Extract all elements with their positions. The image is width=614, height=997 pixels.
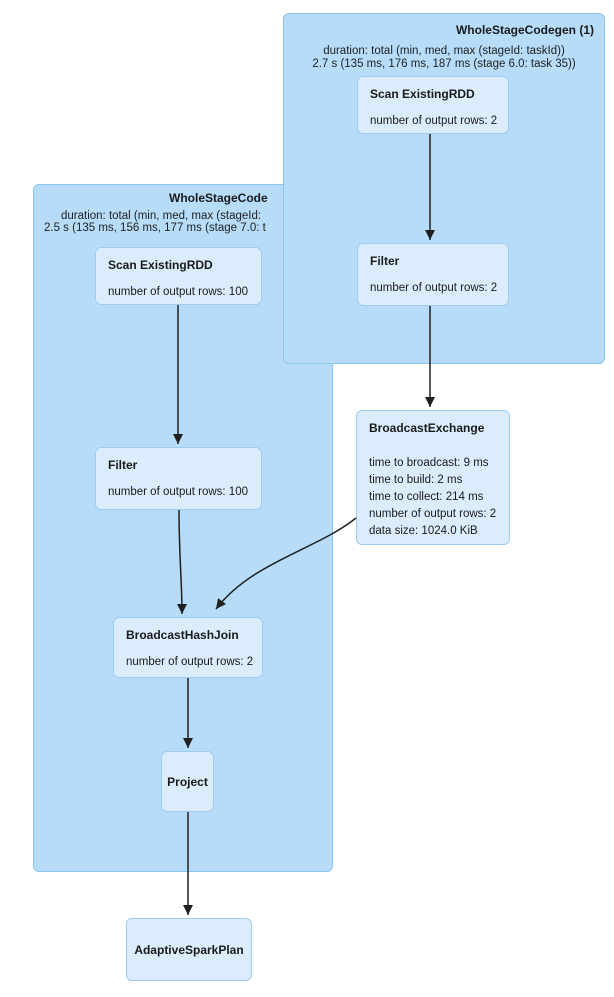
plan-node-filter-1[interactable]: [357, 243, 509, 306]
plan-node-scan-existingrdd-2[interactable]: [95, 247, 262, 305]
plan-node-metric: time to build: 2 ms: [369, 474, 463, 486]
plan-node-metric: number of output rows: 100: [108, 286, 248, 298]
plan-node-metric: number of output rows: 2: [369, 508, 497, 520]
plan-node-title: Filter: [108, 458, 138, 472]
plan-node-metric: number of output rows: 100: [108, 486, 248, 498]
plan-node-filter-2[interactable]: [95, 447, 262, 510]
plan-node-project[interactable]: [161, 751, 214, 812]
plan-node-metric: data size: 1024.0 KiB: [369, 525, 478, 537]
cluster-wholestagecodegen-1-duration-label: duration: total (min, med, max (stageId: taskId)): [323, 45, 565, 57]
plan-node-scan-existingrdd-1[interactable]: [357, 76, 509, 134]
plan-node-title: Scan ExistingRDD: [370, 87, 475, 101]
plan-node-title: Project: [167, 774, 208, 789]
cluster-wholestagecodegen-1-duration: [284, 45, 604, 71]
plan-node-title: Filter: [370, 254, 400, 268]
plan-node-metric: time to collect: 214 ms: [369, 491, 484, 503]
cluster-wholestagecodegen-2-title: WholeStageCode: [169, 191, 268, 205]
cluster-wholestagecodegen-1-title: WholeStageCodegen (1): [455, 23, 594, 37]
plan-node-broadcast-exchange[interactable]: [356, 410, 510, 545]
plan-node-title: AdaptiveSparkPlan: [134, 942, 244, 957]
plan-node-metric: number of output rows: 2: [370, 115, 498, 127]
plan-node-title: BroadcastExchange: [369, 421, 485, 435]
plan-node-metric: number of output rows: 2: [370, 282, 498, 294]
plan-node-broadcast-hash-join[interactable]: [113, 617, 263, 678]
plan-node-metric: time to broadcast: 9 ms: [369, 457, 489, 469]
cluster-wholestagecodegen-2-duration-value: 2.5 s (135 ms, 156 ms, 177 ms (stage 7.0: t: [44, 222, 266, 234]
cluster-wholestagecodegen-2-duration-label: duration: total (min, med, max (stageId:: [61, 210, 262, 222]
plan-node-metrics: [369, 455, 496, 540]
plan-node-metric: number of output rows: 2: [126, 656, 254, 668]
cluster-wholestagecodegen-1-duration-value: 2.7 s (135 ms, 176 ms, 187 ms (stage 6.0: task 35)): [312, 58, 576, 70]
plan-node-adaptive-spark-plan[interactable]: [126, 918, 252, 981]
plan-node-title: BroadcastHashJoin: [126, 628, 239, 642]
cluster-wholestagecodegen-1: [283, 13, 605, 364]
plan-node-title: Scan ExistingRDD: [108, 258, 213, 272]
